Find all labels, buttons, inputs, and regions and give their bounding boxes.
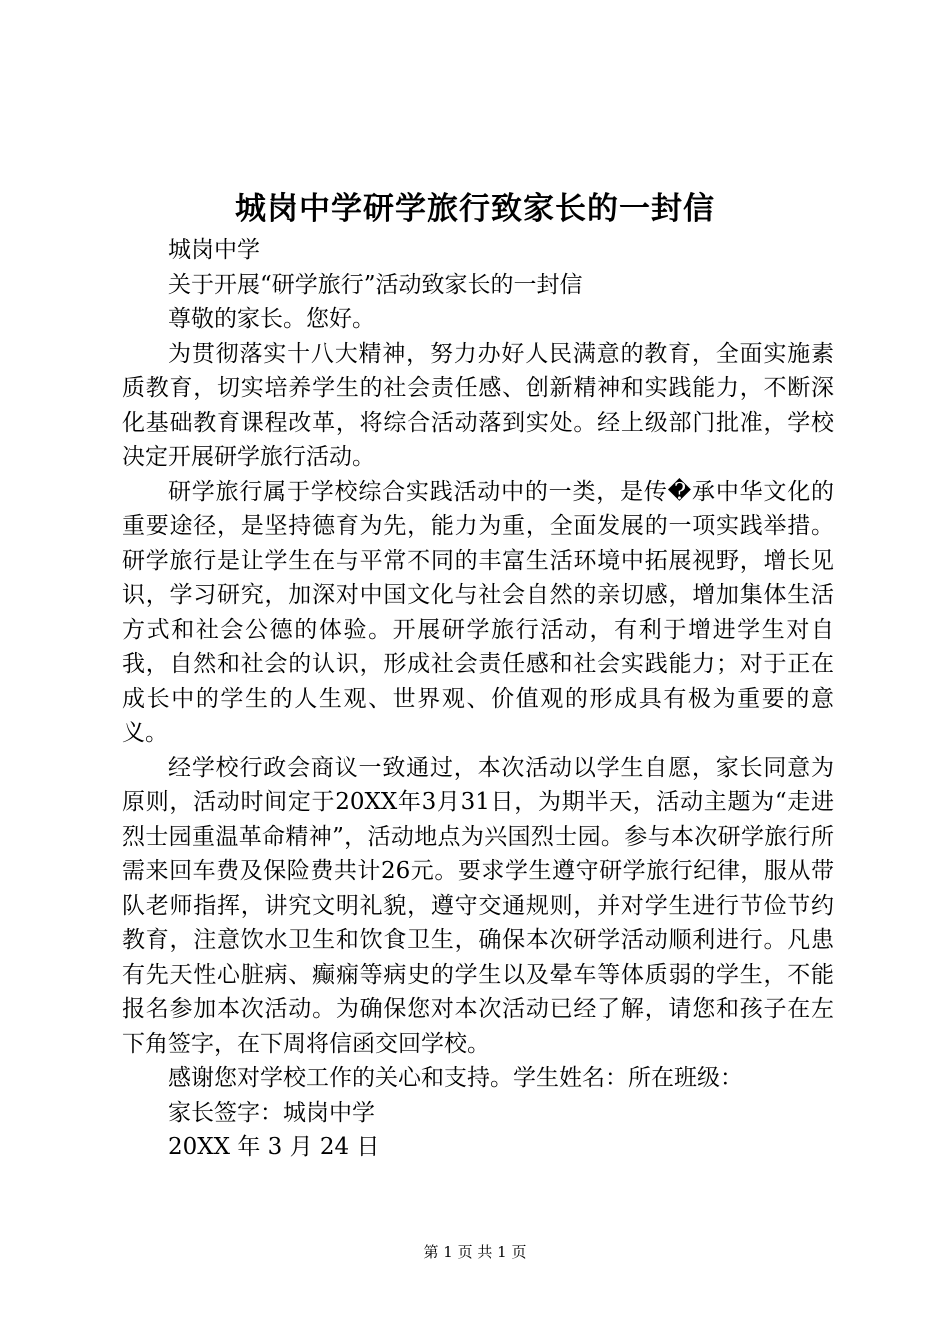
parent-signature-line: 家长签字：城岗中学 [168, 1099, 375, 1126]
date-line: 20XX 年 3 月 24 日 [168, 1134, 380, 1160]
thanks-and-student-info-line: 感谢您对学校工作的关心和支持。学生姓名：所在班级： [168, 1065, 743, 1091]
subject-line: 关于开展“研学旅行”活动致家长的一封信 [168, 271, 583, 298]
paragraph-significance: 研学旅行属于学校综合实践活动中的一类，是传�承中华文化的重要途径，是坚持德育为先，能力为重，全面发展的一项实践举措。研学旅行是让学生在与平常不同的丰富生活环境中拓展视野，增长见识，学习研究，加深对中国文化与社会自然的亲切感，增加集体生活方式和社会公德的体验。开展研学旅行活动，有利于增进学生对自我，自然和社会的认识，形成社会责任感和社会实践能力；对于正在成长中的学生的人生观、世界观、价值观的形成具有极为重要的意义。 [122, 478, 834, 746]
school-name-line: 城岗中学 [168, 237, 260, 263]
document-body [122, 233, 834, 1165]
salutation: 尊敬的家长。您好。 [168, 306, 375, 332]
page-footer: 第 1 页 共 1 页 [423, 1243, 527, 1261]
paragraph-arrangements: 经学校行政会商议一致通过，本次活动以学生自愿，家长同意为原则，活动时间定于20XX年3月31日，为期半天，活动主题为“走进烈士园重温革命精神”，活动地点为兴国烈士园。参与本次研学旅行所需来回车费及保险费共计26元。要求学生遵守研学旅行纪律，服从带队老师指挥，讲究文明礼貌，遵守交通规则，并对学生进行节俭节约教育，注意饮水卫生和饮食卫生，确保本次研学活动顺利进行。凡患有先天性心脏病、癫痫等病史的学生以及晕车等体质弱的学生，不能报名参加本次活动。为确保您对本次活动已经了解，请您和孩子在左下角签字，在下周将信函交回学校。 [122, 754, 834, 1057]
document-title: 城岗中学研学旅行致家长的一封信 [235, 191, 715, 227]
paragraph-purpose: 为贯彻落实十八大精神，努力办好人民满意的教育，全面实施素质教育，切实培养学生的社会责任感、创新精神和实践能力，不断深化基础教育课程改革，将综合活动落到实处。经上级部门批准，学校决定开展研学旅行活动。 [122, 340, 834, 470]
